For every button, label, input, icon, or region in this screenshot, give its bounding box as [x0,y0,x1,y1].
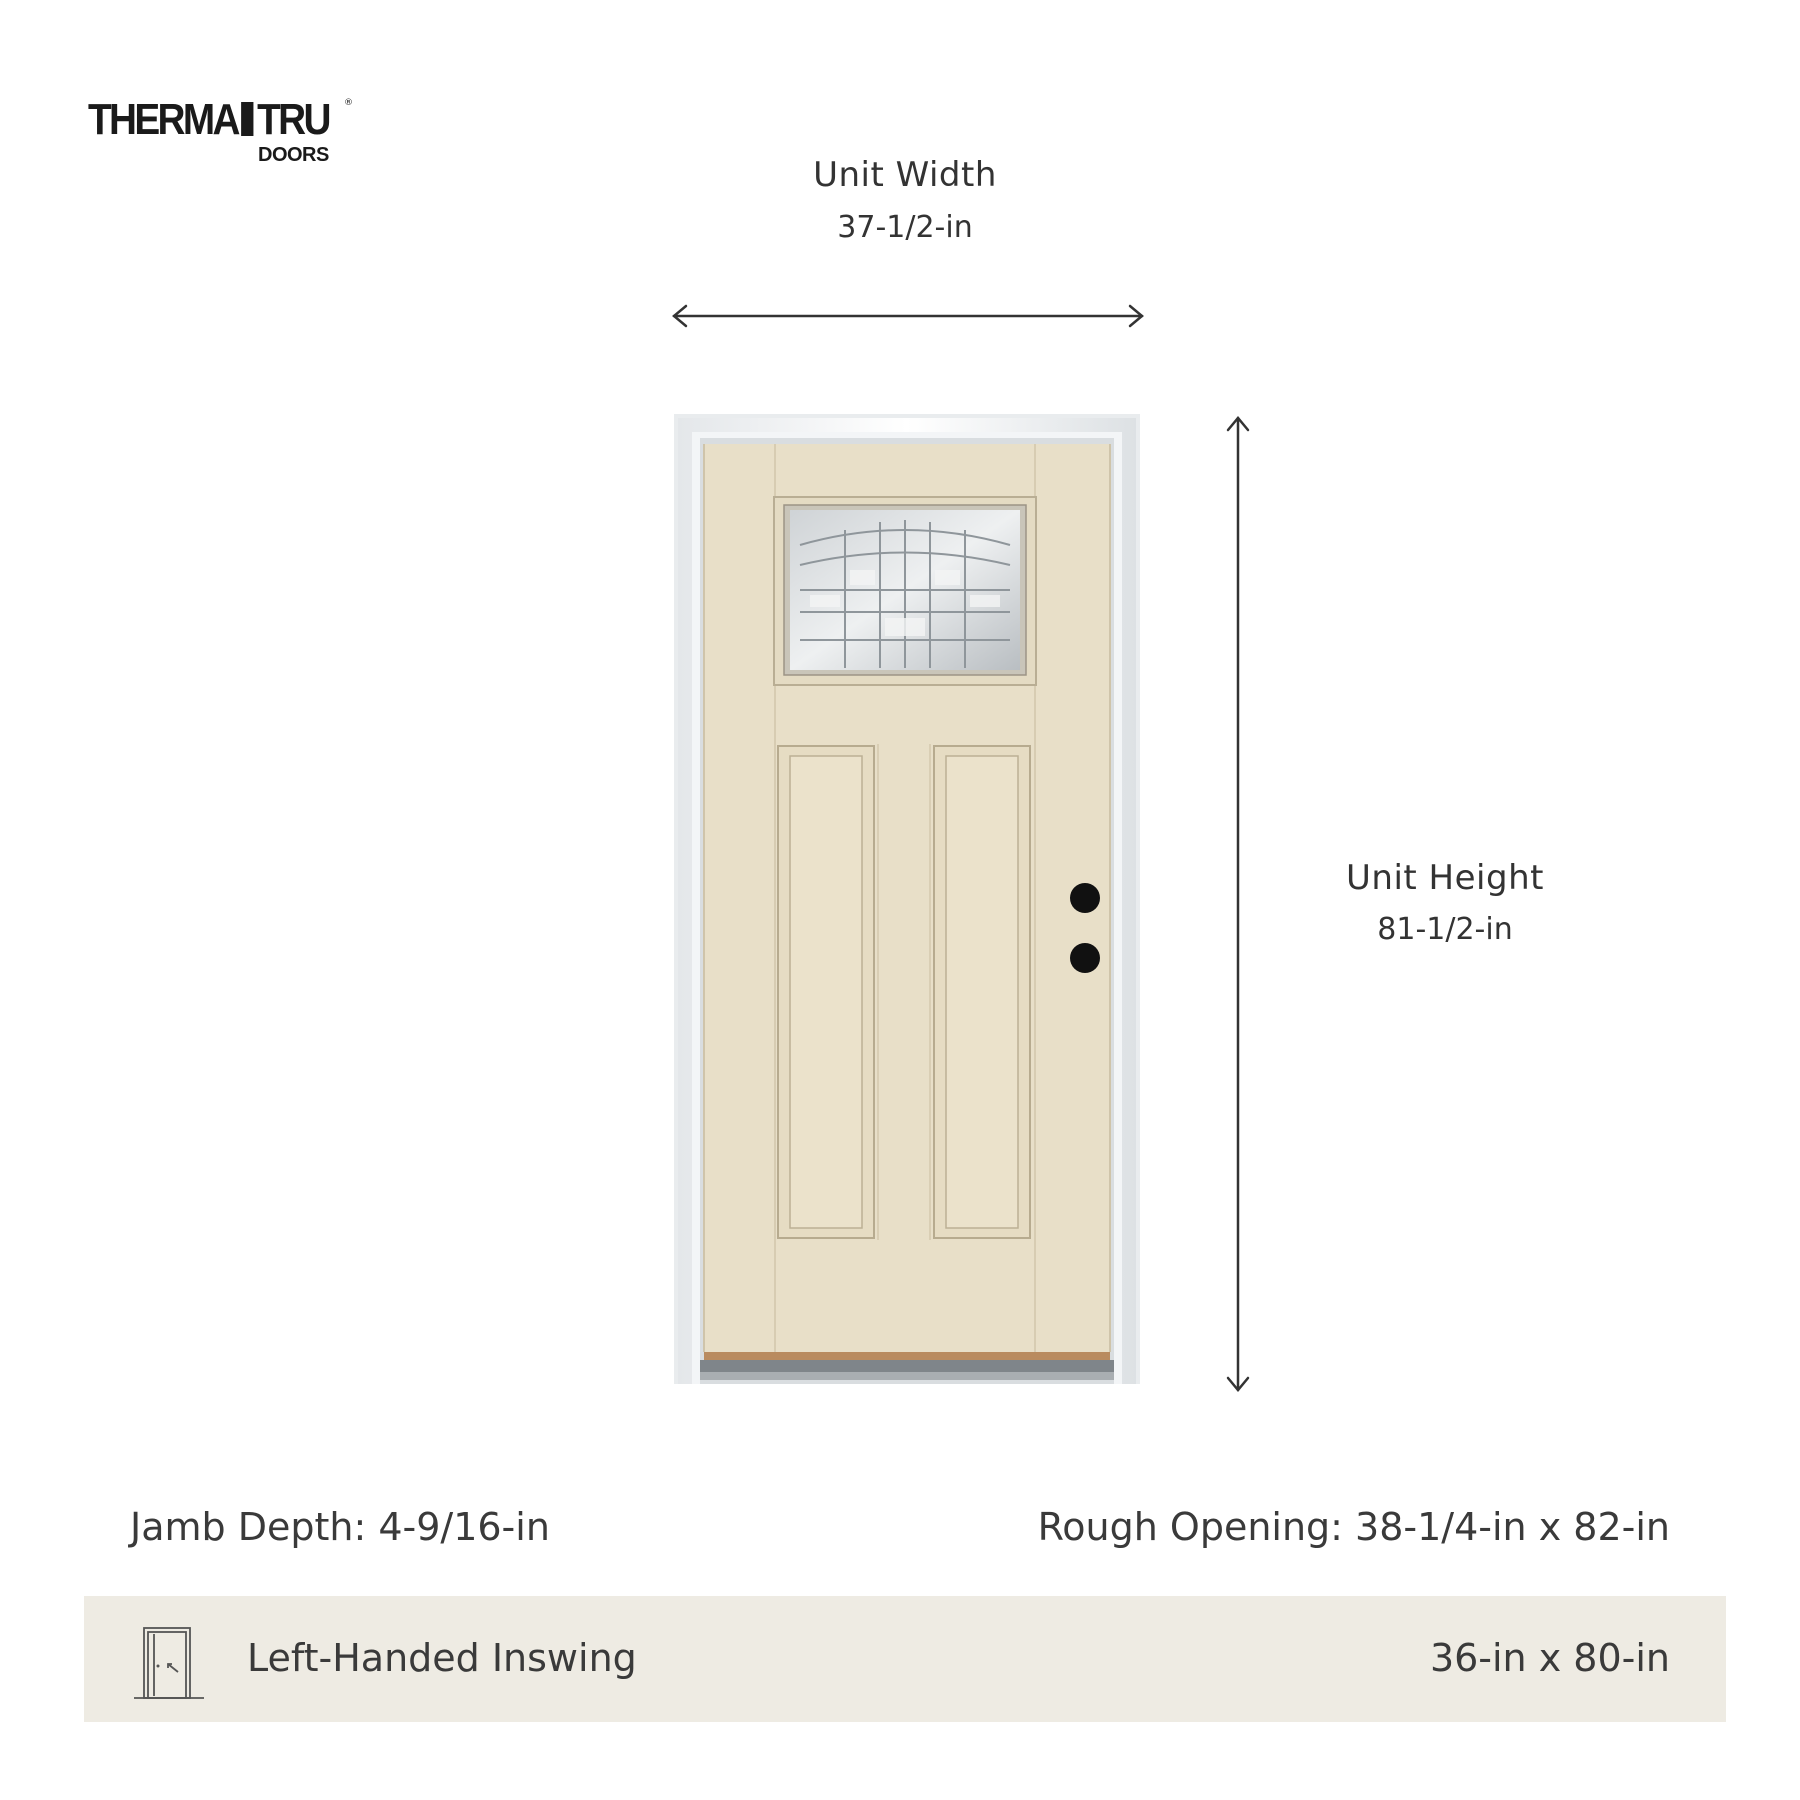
jamb-depth-text: Jamb Depth: 4-9/16-in [130,1505,550,1549]
unit-width-label: Unit Width [813,155,997,195]
logo-registered-mark: ® [344,98,353,108]
door-sill [700,1352,1114,1380]
swing-direction-text: Left-Handed Inswing [247,1636,637,1680]
height-arrow [1228,418,1248,1390]
width-arrow [674,306,1142,326]
unit-width-value: 37-1/2-in [837,210,973,245]
unit-height-value: 81-1/2-in [1377,912,1513,947]
logo-sub-text: DOORS [258,144,329,166]
logo-brand-text: THERMA TRU [88,95,329,144]
door-size-text: 36-in x 80-in [1429,1636,1670,1680]
unit-height-label: Unit Height [1346,858,1544,898]
decorative-glass-lite [774,497,1036,685]
handing-bar [84,1596,1726,1722]
door-swing-icon [134,1624,204,1700]
rough-opening-text: Rough Opening: 38-1/4-in x 82-in [1037,1505,1670,1549]
